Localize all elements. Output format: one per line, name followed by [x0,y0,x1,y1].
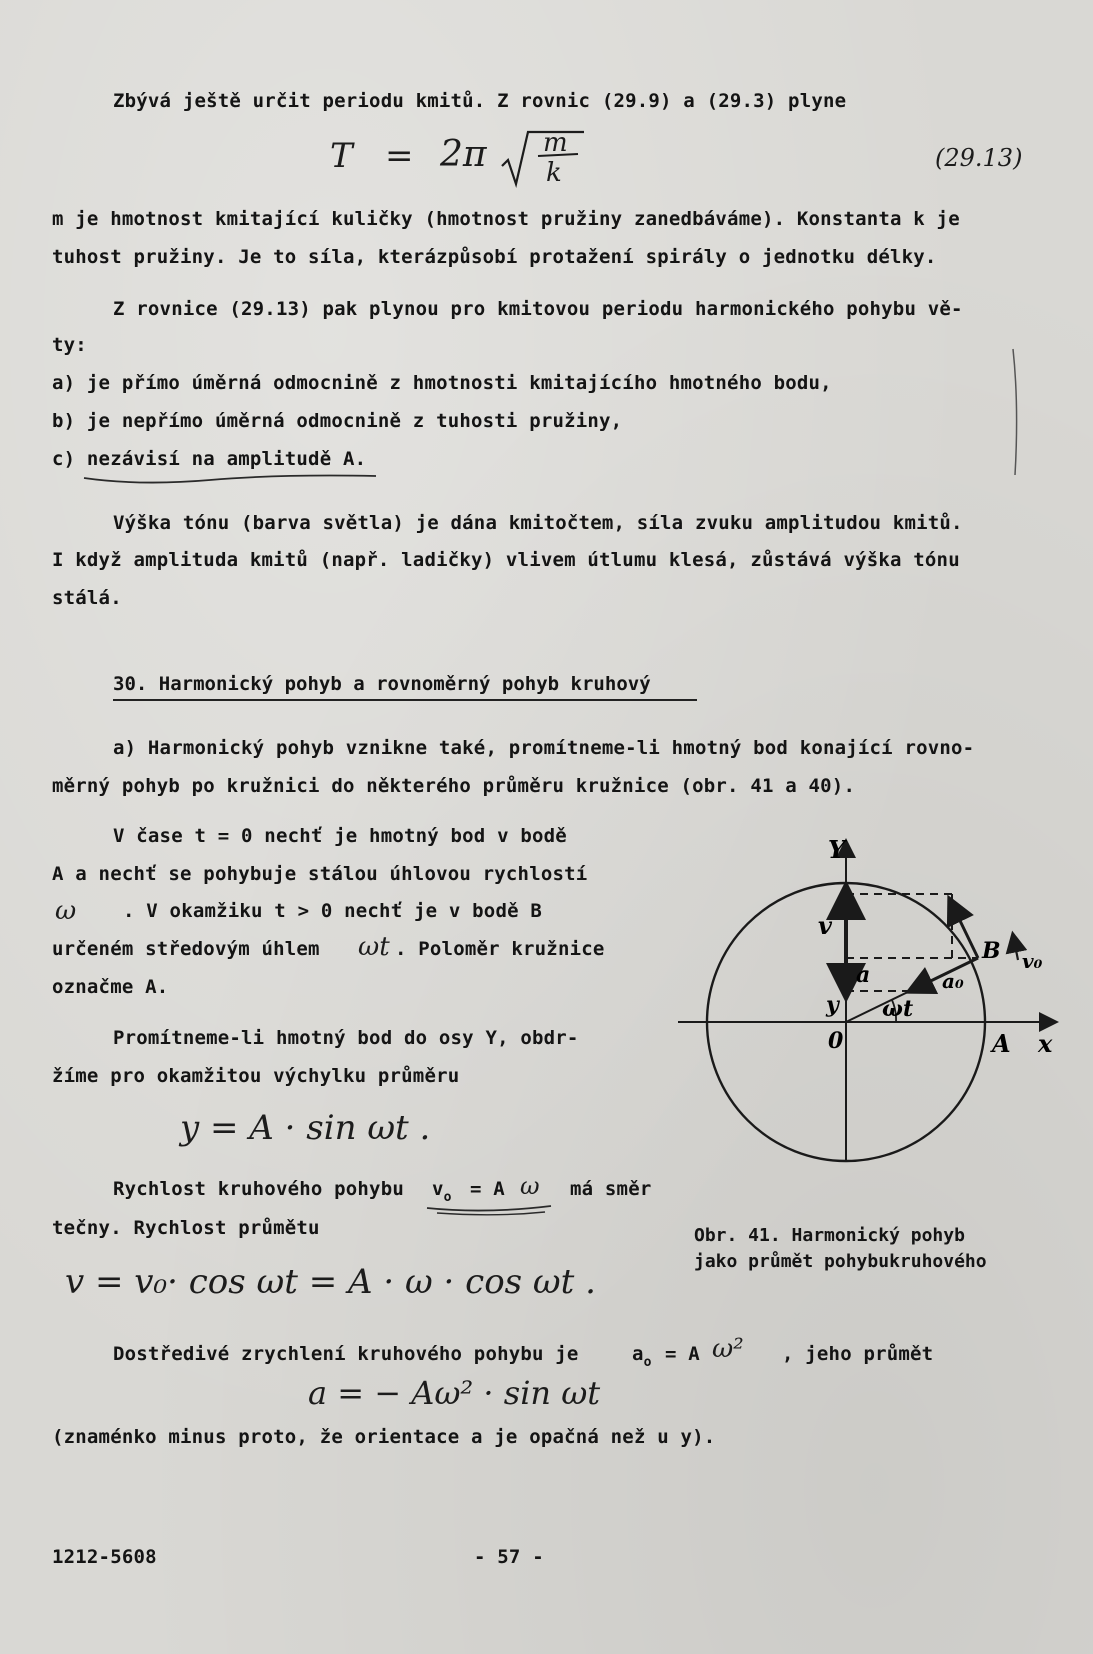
label-Y: Y [828,835,846,864]
label-a: a [856,962,871,988]
label-y: y [826,992,839,1018]
footer-code: 1212-5608 [52,1546,157,1568]
eq-period-lhs: T [330,136,353,176]
para8-line1c: , jeho průmět [782,1343,934,1365]
label-v: v [818,911,832,940]
margin-bracket [1005,345,1025,480]
eq-period-equals: = [385,136,414,176]
eq-acceleration: a = − Aω² · sin ωt [308,1374,601,1412]
para7-omega: ω [520,1172,540,1200]
list-item-a: a) je přímo úměrná odmocnině z hmotnosti kmitajícího hmotného bodu, [52,372,832,394]
para3-line1: Výška tónu (barva světla) je dána kmitočtem, síla zvuku amplitudou kmitů. [113,512,963,534]
para7-line1a: Rychlost kruhového pohybu [113,1178,404,1200]
page-number: - 57 - [474,1546,544,1568]
eq-period-coef: 2π [440,134,487,175]
eq-velocity: v = v₀· cos ωt = A · ω · cos ωt . [65,1262,596,1302]
handwritten-underline-c [80,466,380,488]
para2-line2: ty: [52,334,87,356]
label-O: 0 [828,1028,844,1054]
para5-line4b: . Poloměr kružnice [395,938,605,960]
para9-line1: (znaménko minus proto, že orientace a je opačná než u y). [52,1426,716,1448]
para6-line2: žíme pro okamžitou výchylku průměru [52,1065,460,1087]
para3-line2: I když amplituda kmitů (např. ladičky) vlivem útlumu klesá, zůstává výška tónu [52,549,960,571]
para7-v0: $v_o$ [432,1178,452,1205]
list-item-c: c) nezávisí na amplitudě A. [52,448,367,470]
para5-omega: ω [55,896,77,926]
intro-line: Zbývá ještě určit periodu kmitů. Z rovnic (29.9) a (29.3) plyne [113,90,847,112]
para2-line1: Z rovnice (29.13) pak plynou pro kmitovou periodu harmonického pohybu vě- [113,298,963,320]
para8-omega2: ω² [712,1334,744,1364]
para4-line1: a) Harmonický pohyb vznikne také, promítneme-li hmotný bod konající rovno- [113,737,975,759]
label-x: x [1038,1029,1053,1058]
para5-line2: A a nechť se pohybuje stálou úhlovou rychlostí [52,863,588,885]
para5-omegat: ωt [358,932,390,962]
para3-line3: stálá. [52,587,122,609]
para6-line1: Promítneme-li hmotný bod do osy Y, obdr- [113,1027,579,1049]
label-B: B [982,938,1001,964]
label-v0-side: v₀ [1022,949,1043,973]
para5-line4a: určeném středovým úhlem [52,938,320,960]
para5-line3: . V okamžiku t > 0 nechť je v bodě B [123,900,543,922]
list-item-b: b) je nepřímo úměrná odmocnině z tuhosti pružiny, [52,410,623,432]
para7-line2: tečny. Rychlost průmětu [52,1217,320,1239]
figure-caption-line1: Obr. 41. Harmonický pohyb [694,1225,965,1246]
para4-line2: měrný pohyb po kružnici do některého průměru kružnice (obr. 41 a 40). [52,775,856,797]
label-wt: ωt [882,996,914,1022]
label-A: A [992,1029,1011,1058]
para7-line1b: = A [470,1178,505,1200]
eq-period-den: k [546,158,562,188]
para5-line1: V čase t = 0 nechť je hmotný bod v bodě [113,825,567,847]
eq-period-num: m [543,128,568,158]
para1-line2: tuhost pružiny. Je to síla, kterázpůsobí protažení spirály o jednotku délky. [52,246,937,268]
handwritten-underline-v0 [425,1200,555,1218]
para7-line1c: má směr [570,1178,652,1200]
para8-a0: $a_o$ [632,1343,652,1370]
eq-displacement: y = A · sin ωt . [180,1108,431,1148]
eq-period-label: (29.13) [935,144,1023,172]
section-heading: 30. Harmonický pohyb a rovnoměrný pohyb kruhový [113,673,697,701]
para8-line1b: = A [665,1343,700,1365]
figure-caption-line2: jako průmět pohybukruhového [694,1251,987,1272]
para8-line1a: Dostředivé zrychlení kruhového pohybu je [113,1343,579,1365]
para5-line5: označme A. [52,976,169,998]
figure-41 [670,830,1070,1170]
para1-line1: m je hmotnost kmitající kuličky (hmotnost pružiny zanedbáváme). Konstanta k je [52,208,960,230]
label-a0: a₀ [942,969,964,993]
